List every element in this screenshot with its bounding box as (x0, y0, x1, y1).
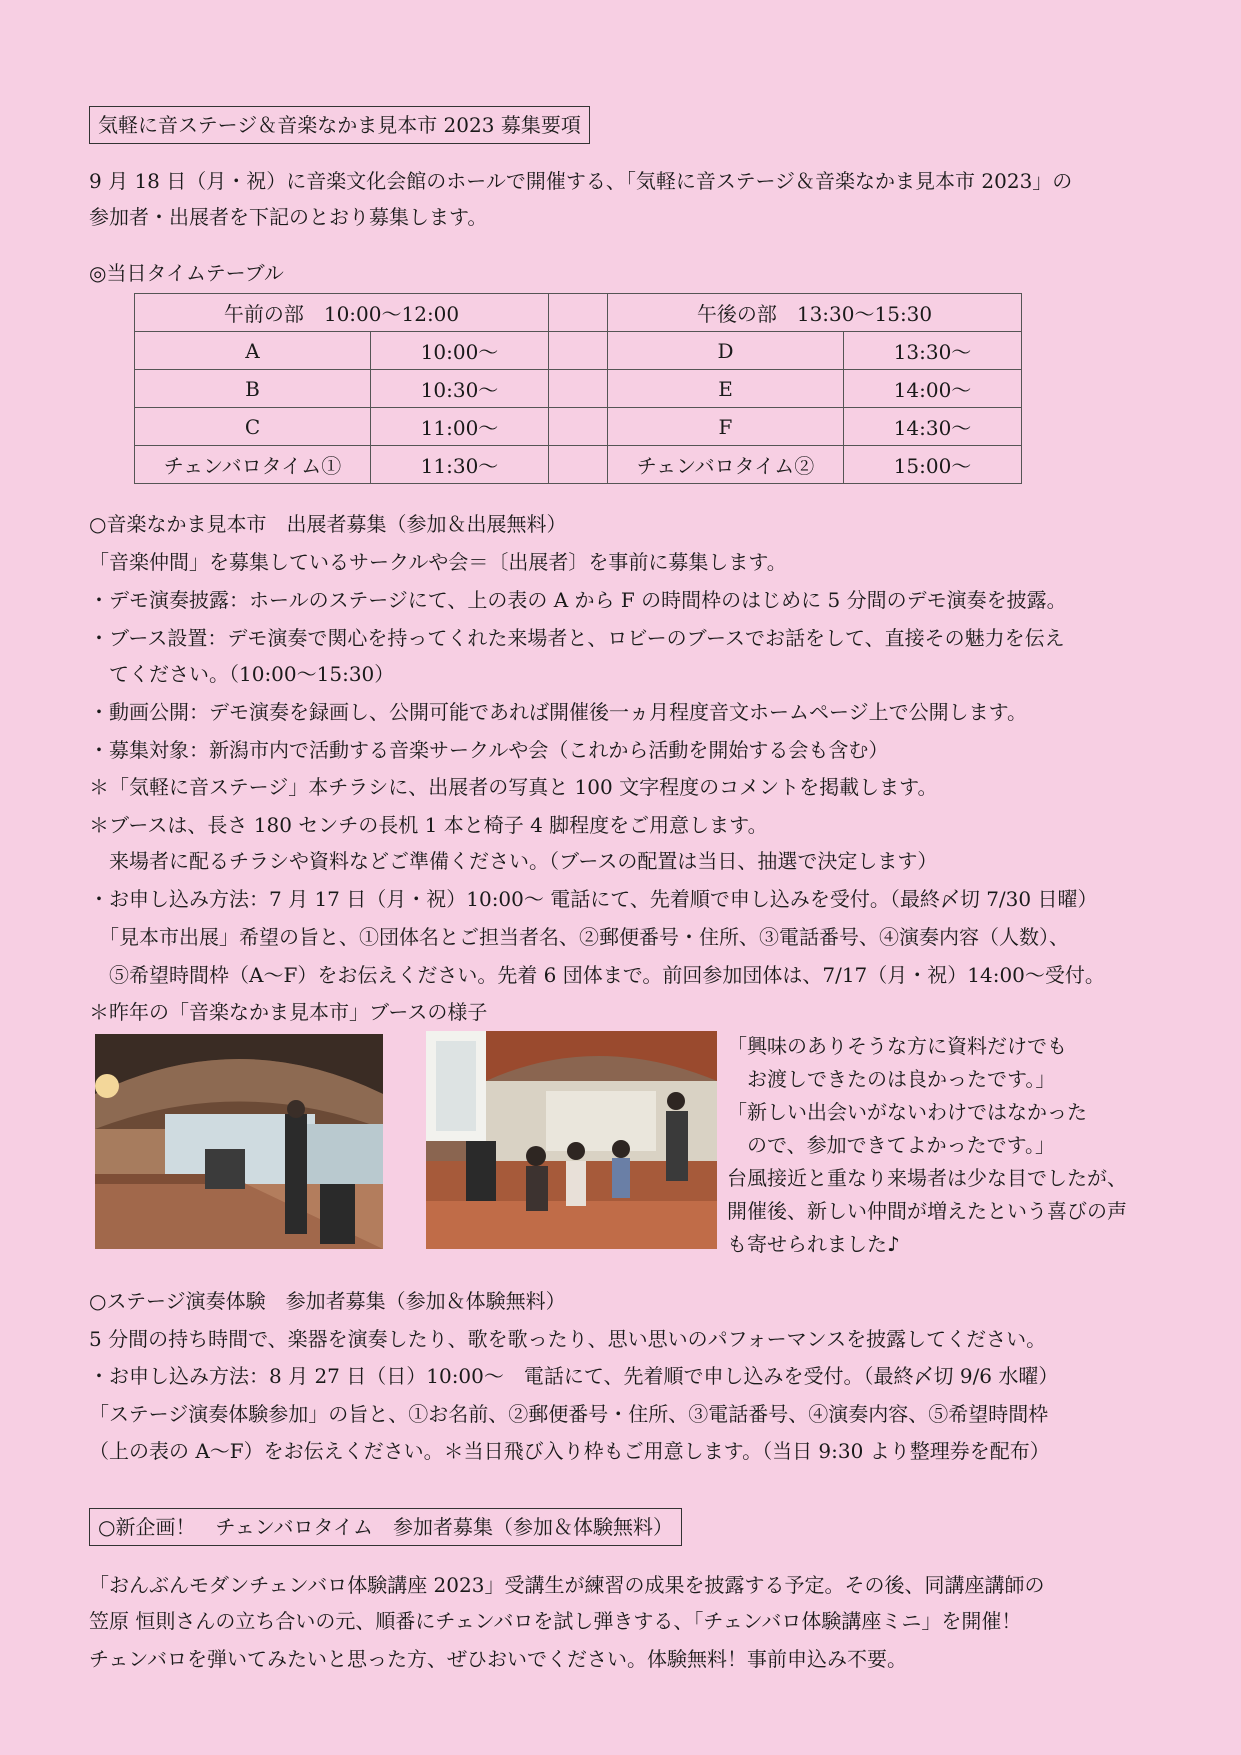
am-slot: B (135, 370, 371, 408)
quote-line: 「新しい出会いがないわけではなかった (727, 1100, 1087, 1124)
table-row (135, 370, 1022, 408)
quote-line: 「興味のありそうな方に資料だけでも (727, 1034, 1067, 1058)
booth-comments (727, 1030, 1127, 1261)
market-line: ⑤希望時間枠（A～F）をお伝えください。先着 6 団体まで。前回参加団体は、7/17（月・祝）14:00～受付。 (89, 963, 1105, 987)
am-time: 10:30～ (371, 370, 549, 408)
pm-slot: D (608, 332, 844, 370)
market-line: ・ブース設置：デモ演奏で関心を持ってくれた来場者と、ロビーのブースでお話をして、直接その魅力を伝え (89, 626, 1065, 650)
market-line: ・お申し込み方法：7 月 17 日（月・祝）10:00～ 電話にて、先着順で申し込みを受付。（最終〆切 7/30 日曜） (89, 887, 1098, 911)
pm-time: 15:00～ (844, 446, 1022, 484)
market-heading: ○音楽なかま見本市 出展者募集（参加＆出展無料） (89, 512, 567, 536)
stage-line: ・お申し込み方法：8 月 27 日（日）10:00～ 電話にて、先着順で申し込みを受付。（最終〆切 9/6 水曜） (89, 1364, 1059, 1388)
quote-line: 台風接近と重なり来場者は少な目でしたが、 (727, 1166, 1127, 1190)
am-slot: A (135, 332, 371, 370)
pm-slot: F (608, 408, 844, 446)
quote-line: お渡しできたのは良かったです。」 (727, 1067, 1056, 1091)
document-title: 気軽に音ステージ＆音楽なかま見本市 2023 募集要項 (89, 106, 590, 144)
booth-photo-2 (426, 1031, 717, 1249)
am-time: 11:00～ (371, 408, 549, 446)
afternoon-header: 午後の部 13:30～15:30 (608, 294, 1022, 332)
market-line: ・募集対象：新潟市内で活動する音楽サークルや会（これから活動を開始する会も含む） (89, 738, 889, 762)
gap-cell (549, 332, 608, 370)
am-time: 11:30～ (371, 446, 549, 484)
gap-cell (549, 446, 608, 484)
market-line: 「見本市出展」希望の旨と、①団体名とご担当者名、②郵便番号・住所、③電話番号、④演奏内容（人数）、 (89, 925, 1069, 949)
timetable-header-row (135, 294, 1022, 332)
harpsichord-line: 笠原 恒則さんの立ち合いの元、順番にチェンバロを試し弾きする、「チェンバロ体験講座ミニ」を開催！ (89, 1609, 1022, 1633)
market-line: ＊「気軽に音ステージ」本チラシに、出展者の写真と 100 文字程度のコメントを掲載します。 (89, 775, 938, 799)
timetable-heading: ◎当日タイムテーブル (89, 261, 284, 285)
stage-line: （上の表の A～F）をお伝えください。＊当日飛び入り枠もご用意します。（当日 9:30 より整理券を配布） (89, 1439, 1050, 1463)
am-time: 10:00～ (371, 332, 549, 370)
intro-line-2: 参加者・出展者を下記のとおり募集します。 (89, 205, 488, 229)
gap-cell (549, 294, 608, 332)
pm-slot: E (608, 370, 844, 408)
market-line: ＊昨年の「音楽なかま見本市」ブースの様子 (89, 1000, 488, 1024)
market-line: ＊ブースは、長さ 180 センチの長机 1 本と椅子 4 脚程度をご用意します。 (89, 813, 768, 837)
booth-photo-1 (95, 1034, 383, 1249)
gap-cell (549, 408, 608, 446)
quote-line: ので、参加できてよかったです。」 (727, 1133, 1055, 1157)
am-slot: C (135, 408, 371, 446)
gap-cell (549, 370, 608, 408)
quote-line: も寄せられました♪ (727, 1232, 900, 1256)
table-row (135, 446, 1022, 484)
stage-line: 「ステージ演奏体験参加」の旨と、①お名前、②郵便番号・住所、③電話番号、④演奏内容、⑤希望時間枠 (89, 1402, 1049, 1426)
market-line: ・デモ演奏披露：ホールのステージにて、上の表の A から F の時間枠のはじめに 5 分間のデモ演奏を披露。 (89, 588, 1067, 612)
am-slot: チェンバロタイム① (135, 446, 371, 484)
harpsichord-heading: ○新企画！ チェンバロタイム 参加者募集（参加＆体験無料） (89, 1508, 682, 1546)
pm-time: 13:30～ (844, 332, 1022, 370)
morning-header: 午前の部 10:00～12:00 (135, 294, 549, 332)
table-row (135, 332, 1022, 370)
stage-line: 5 分間の持ち時間で、楽器を演奏したり、歌を歌ったり、思い思いのパフォーマンスを披露してください。 (89, 1327, 1047, 1351)
stage-heading: ○ステージ演奏体験 参加者募集（参加＆体験無料） (89, 1289, 566, 1313)
market-line: ・動画公開：デモ演奏を録画し、公開可能であれば開催後一ヵ月程度音文ホームページ上で公開します。 (89, 700, 1027, 724)
market-line: てください。（10:00～15:30） (89, 662, 395, 686)
pm-time: 14:00～ (844, 370, 1022, 408)
quote-line: 開催後、新しい仲間が増えたという喜びの声 (727, 1199, 1127, 1223)
pm-time: 14:30～ (844, 408, 1022, 446)
market-line: 来場者に配るチラシや資料などご準備ください。（ブースの配置は当日、抽選で決定します） (89, 849, 938, 873)
table-row (135, 408, 1022, 446)
harpsichord-line: 「おんぶんモダンチェンバロ体験講座 2023」受講生が練習の成果を披露する予定。その後、同講座講師の (89, 1573, 1045, 1597)
market-line: 「音楽仲間」を募集しているサークルや会＝〔出展者〕を事前に募集します。 (89, 550, 787, 574)
harpsichord-line: チェンバロを弾いてみたいと思った方、ぜひおいでください。体験無料！事前申込み不要。 (89, 1647, 907, 1671)
intro-line-1: 9 月 18 日（月・祝）に音楽文化会館のホールで開催する、「気軽に音ステージ＆音楽なかま見本市 2023」の (89, 169, 1073, 193)
pm-slot: チェンバロタイム② (608, 446, 844, 484)
timetable (134, 293, 1022, 484)
